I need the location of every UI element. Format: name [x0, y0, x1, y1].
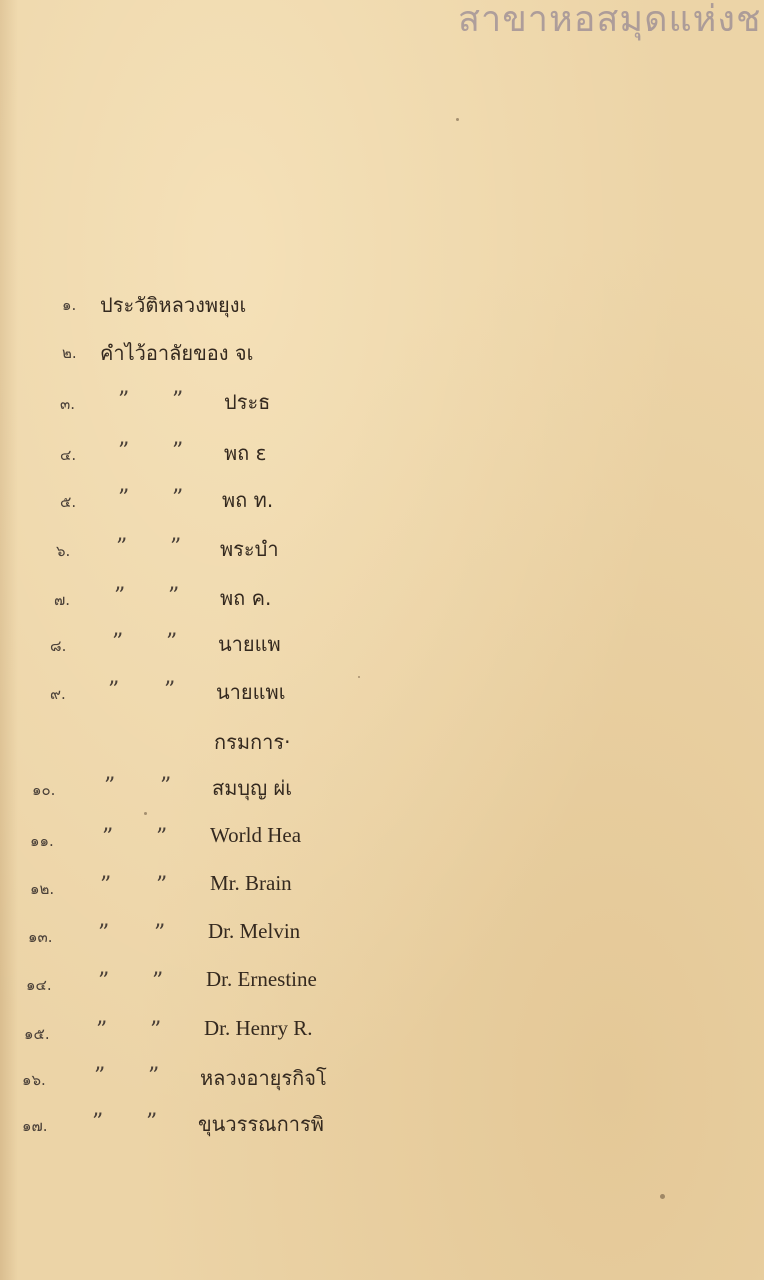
ditto-mark: ” [154, 921, 166, 946]
toc-entry [0, 533, 420, 569]
ditto-mark: ” [152, 969, 164, 994]
entry-number: ๑๓. [28, 928, 53, 946]
entry-title: พถ ท. [222, 488, 274, 512]
toc-entry [0, 1108, 420, 1144]
entry-number: ๓. [60, 395, 76, 413]
ditto-mark: ” [102, 825, 114, 850]
ditto-mark: ” [170, 535, 182, 560]
toc-entry [0, 871, 420, 907]
ditto-mark: ” [108, 678, 120, 703]
entry-title: กรมการ· [214, 730, 291, 754]
ditto-mark: ” [156, 873, 168, 898]
ditto-mark: ” [172, 388, 184, 413]
ditto-mark: ” [112, 630, 124, 655]
ditto-mark: ” [116, 535, 128, 560]
toc-entry [0, 772, 420, 808]
toc-entry [0, 967, 420, 1003]
entry-title: นายแพเ [216, 680, 286, 704]
entry-number: ๘. [50, 637, 67, 655]
paper-speck [358, 676, 360, 678]
entry-title: คำไว้อาลัยของ จเ [100, 341, 254, 365]
toc-entry [0, 484, 420, 520]
ditto-mark: ” [164, 678, 176, 703]
paper-speck [456, 118, 459, 121]
toc-entry [0, 1016, 420, 1052]
toc-entry [0, 823, 420, 859]
entry-title: ประวัติหลวงพยุงเ [100, 293, 247, 317]
toc-entry [0, 437, 420, 473]
entry-title: ขุนวรรณการพิ [198, 1112, 324, 1136]
ditto-mark: ” [118, 486, 130, 511]
entry-number: ๔. [60, 446, 77, 464]
entry-title: พถ ɛ [224, 441, 267, 465]
entry-number: ๗. [54, 591, 71, 609]
entry-number: ๑๗. [22, 1117, 48, 1135]
entry-title: Mr. Brain [210, 871, 292, 895]
ditto-mark: ” [104, 774, 116, 799]
ditto-mark: ” [160, 774, 172, 799]
entry-title: ประธ [224, 390, 271, 414]
ditto-mark: ” [98, 969, 110, 994]
entry-title: World Hea [210, 823, 302, 847]
entry-number: ๑๕. [24, 1025, 50, 1043]
ditto-mark: ” [118, 388, 130, 413]
entry-number: ๕. [60, 493, 77, 511]
entry-number: ๑. [62, 296, 77, 314]
ditto-mark: ” [94, 1064, 106, 1089]
toc-entry [0, 676, 420, 712]
entry-title: Dr. Henry R. [204, 1016, 313, 1040]
entry-title: สมบุญ ผ่เ [212, 776, 293, 800]
toc-entry-continuation [0, 726, 420, 762]
ditto-mark: ” [92, 1110, 104, 1135]
entry-title: Dr. Ernestine [206, 967, 317, 991]
ditto-mark: ” [168, 584, 180, 609]
entry-number: ๑๔. [26, 976, 52, 994]
ditto-mark: ” [172, 486, 184, 511]
toc-entry [0, 582, 420, 618]
entry-number: ๑๒. [30, 880, 55, 898]
ditto-mark: ” [172, 439, 184, 464]
entry-number: ๒. [62, 344, 77, 362]
toc-entry [0, 919, 420, 955]
entry-number: ๑๖. [22, 1071, 46, 1089]
ditto-mark: ” [156, 825, 168, 850]
ditto-mark: ” [114, 584, 126, 609]
ditto-mark: ” [100, 873, 112, 898]
entry-title: หลวงอายุรกิจโ [200, 1066, 327, 1090]
entry-title: นายแพ [218, 632, 281, 656]
library-stamp: สาขาหอสมุดแห่งช [458, 0, 762, 40]
toc-entry [0, 337, 420, 373]
entry-number: ๖. [56, 542, 71, 560]
toc-entry [0, 628, 420, 664]
entry-title: พถ ค. [220, 586, 272, 610]
toc-entry [0, 386, 420, 422]
entry-number: ๑๐. [32, 781, 56, 799]
ditto-mark: ” [118, 439, 130, 464]
toc-entry [0, 289, 420, 325]
ditto-mark: ” [148, 1064, 160, 1089]
toc-entry [0, 1062, 420, 1098]
ditto-mark: ” [146, 1110, 158, 1135]
ditto-mark: ” [150, 1018, 162, 1043]
entry-number: ๙. [50, 685, 66, 703]
ditto-mark: ” [96, 1018, 108, 1043]
paper-speck [660, 1194, 665, 1199]
ditto-mark: ” [166, 630, 178, 655]
paper-speck [144, 812, 147, 815]
entry-number: ๑๑. [30, 832, 54, 850]
entry-title: Dr. Melvin [208, 919, 301, 943]
ditto-mark: ” [98, 921, 110, 946]
entry-title: พระบำ [220, 537, 279, 561]
